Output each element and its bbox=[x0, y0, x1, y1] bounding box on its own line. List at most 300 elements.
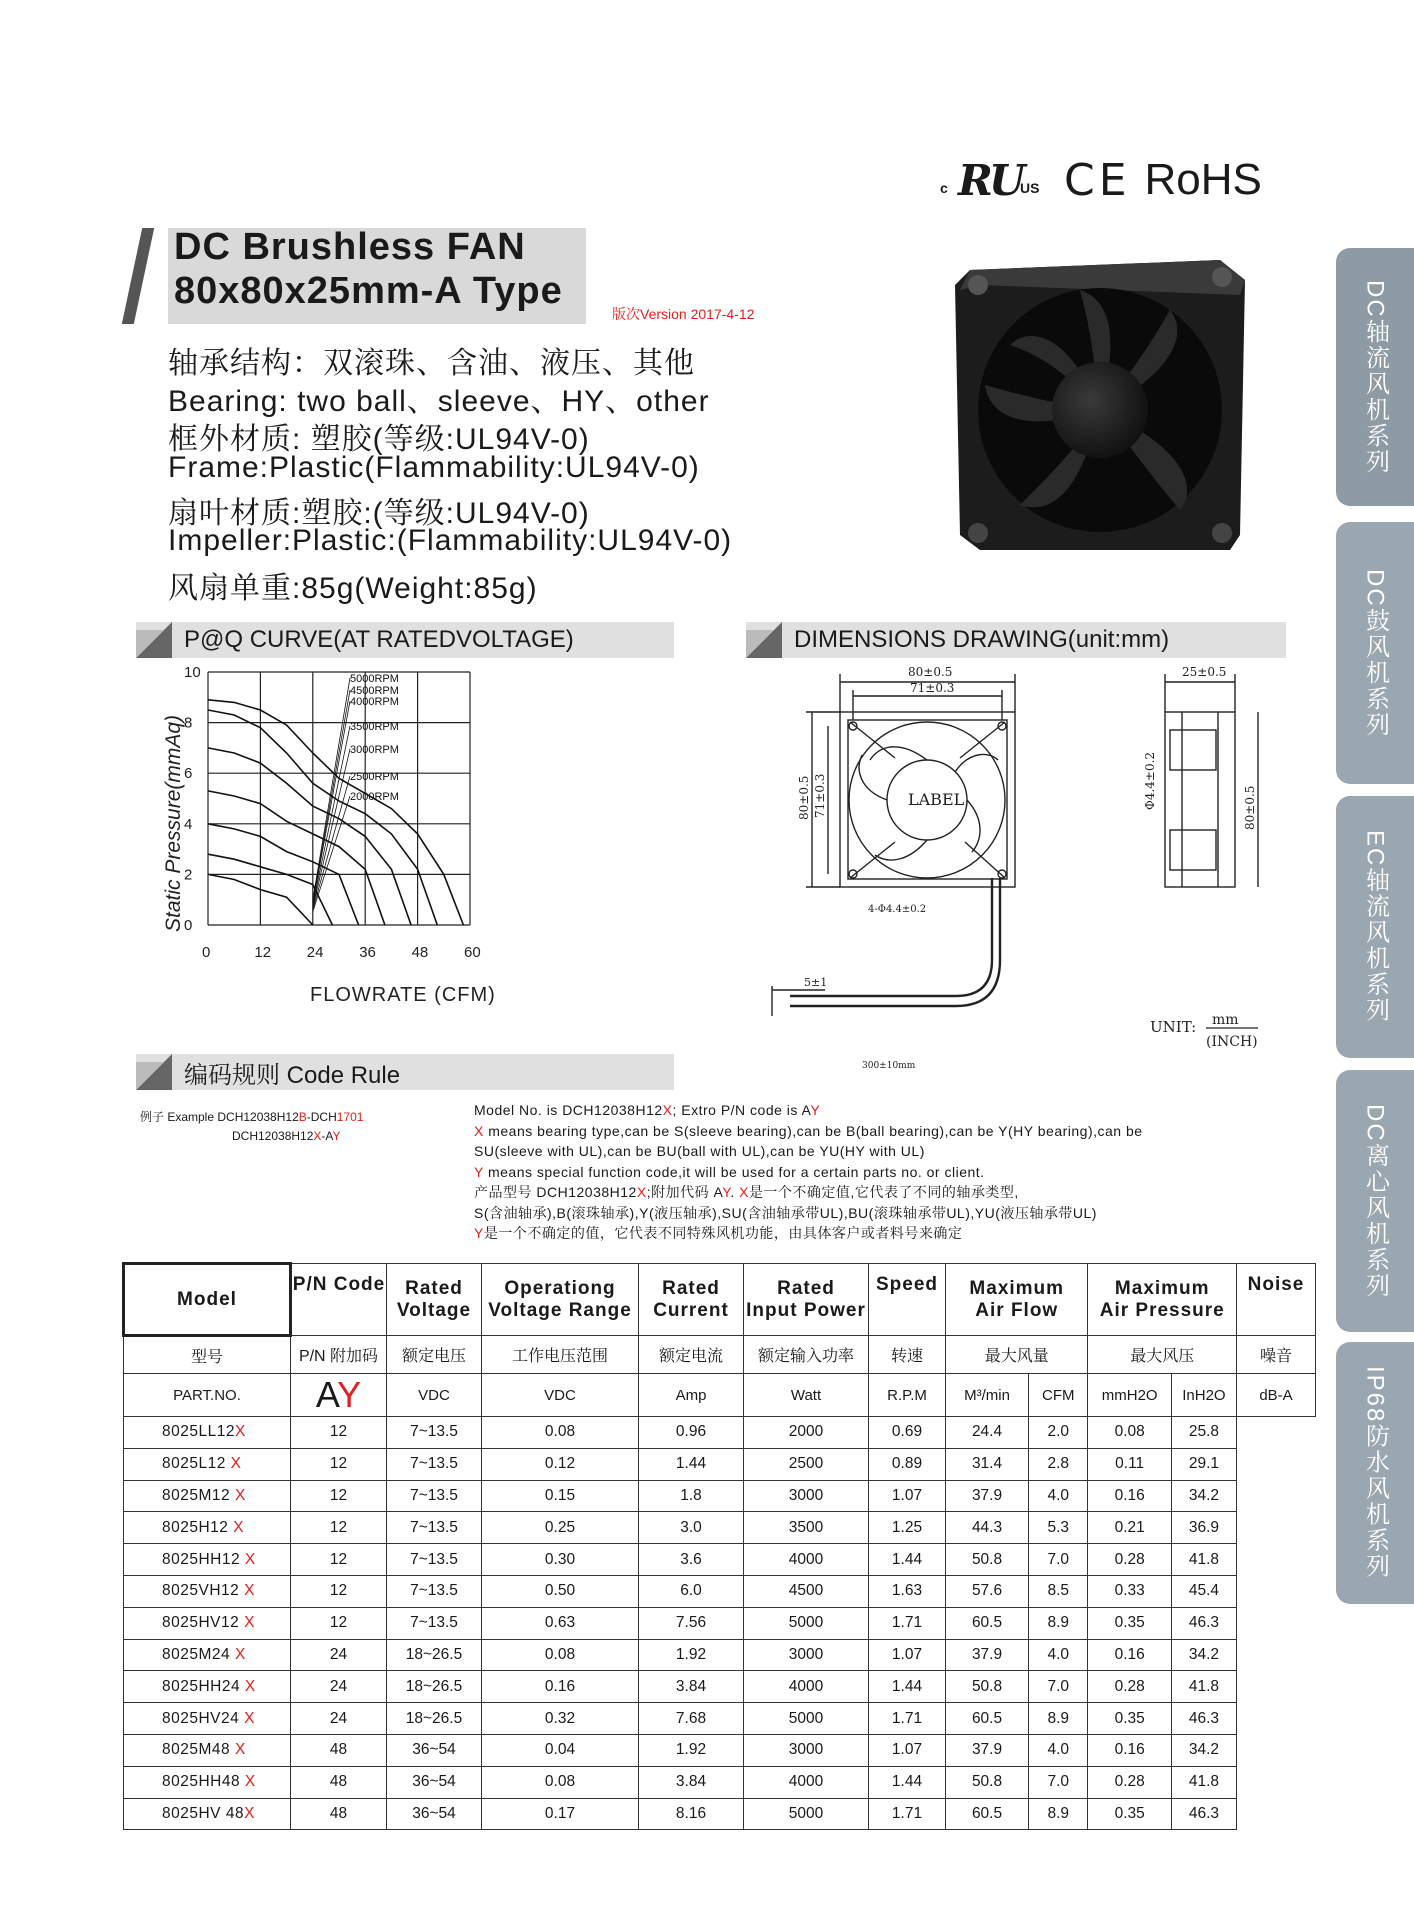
cell-range: 7~13.5 bbox=[387, 1575, 482, 1607]
th-rp2: Input Power bbox=[746, 1299, 866, 1321]
cell-db: 41.8 bbox=[1171, 1766, 1236, 1798]
section-dims-title: DIMENSIONS DRAWING(unit:mm) bbox=[794, 626, 1170, 653]
cell-cfm: 37.9 bbox=[946, 1480, 1029, 1512]
example2-prefix: DCH12038H12 bbox=[232, 1129, 314, 1143]
cell-m3: 1.71 bbox=[869, 1703, 946, 1735]
series-label: 3500RPM bbox=[350, 721, 399, 733]
series-label: 4000RPM bbox=[350, 696, 399, 708]
cell-amp: 0.12 bbox=[482, 1448, 639, 1480]
table-row bbox=[124, 1703, 1316, 1735]
pn-code-y: Y bbox=[337, 1374, 362, 1415]
code-rule-note-line bbox=[474, 1203, 1354, 1224]
cell-range: 18~26.5 bbox=[387, 1703, 482, 1735]
cell-model bbox=[124, 1798, 291, 1830]
cell-range: 7~13.5 bbox=[387, 1417, 482, 1449]
cn-speed: 转速 bbox=[869, 1336, 946, 1374]
cell-v: 12 bbox=[291, 1480, 387, 1512]
cell-watt: 3.84 bbox=[639, 1766, 744, 1798]
series-pointer bbox=[313, 701, 350, 904]
dim-wire-strip: 5±1 bbox=[804, 976, 828, 989]
rohs-mark: RoHS bbox=[1144, 155, 1262, 204]
cell-amp: 0.04 bbox=[482, 1734, 639, 1766]
cell-v: 12 bbox=[291, 1417, 387, 1449]
note-fragment: S(含油轴承),B(滚珠轴承),Y(液压轴承),SU(含油轴承带UL),BU(滚珠轴承带UL),YU(液压轴承带UL) bbox=[474, 1204, 1097, 1221]
cell-amp: 0.17 bbox=[482, 1798, 639, 1830]
unit-watt: Watt bbox=[744, 1374, 869, 1417]
cell-v: 24 bbox=[291, 1703, 387, 1735]
cell-amp: 0.50 bbox=[482, 1575, 639, 1607]
note-fragment: SU(sleeve with UL),can be BU(ball with UL),can be YU(HY with UL) bbox=[474, 1143, 925, 1159]
series-label: 3000RPM bbox=[350, 744, 399, 756]
page-title-line1: DC Brushless FAN bbox=[174, 226, 526, 268]
series-line-4500RPM bbox=[208, 710, 437, 925]
cell-db: 36.9 bbox=[1171, 1512, 1236, 1544]
table-row bbox=[124, 1575, 1316, 1607]
x-tick-label: 60 bbox=[464, 944, 481, 961]
pq-curve-chart bbox=[150, 660, 610, 1020]
model-x-marker: X bbox=[244, 1677, 256, 1695]
model-text: 8025M24 bbox=[162, 1645, 235, 1663]
note-fragment: 产品型号 DCH12038H12 bbox=[474, 1184, 637, 1200]
version-text: 版次Version 2017-4-12 bbox=[612, 306, 755, 322]
cell-mm: 2.0 bbox=[1029, 1417, 1088, 1449]
th-op1: Operationg bbox=[504, 1277, 616, 1299]
section-marker-icon bbox=[136, 622, 172, 658]
fan-label-text: LABEL bbox=[908, 790, 965, 809]
th-rp1: Rated bbox=[777, 1277, 835, 1299]
code-rule-notes bbox=[474, 1100, 1354, 1244]
cell-db: 46.3 bbox=[1171, 1607, 1236, 1639]
cell-mm: 2.8 bbox=[1029, 1448, 1088, 1480]
unit-mmh2o: mmH2O bbox=[1088, 1374, 1171, 1417]
cell-in: 0.08 bbox=[1088, 1417, 1171, 1449]
model-text: 8025L12 bbox=[162, 1455, 231, 1473]
example-mid: -DCH bbox=[306, 1110, 337, 1124]
note-fragment: X bbox=[636, 1184, 647, 1200]
note-fragment: means special function code,it will be used for a certain parts no. or client. bbox=[483, 1163, 985, 1180]
model-x-marker: X bbox=[244, 1773, 256, 1791]
unit-dba: dB-A bbox=[1237, 1374, 1316, 1417]
series-label: 2500RPM bbox=[350, 771, 399, 783]
unit-prefix: UNIT: bbox=[1150, 1018, 1197, 1036]
cn-rp: 额定输入功率 bbox=[744, 1336, 869, 1374]
model-text: 8025H12 bbox=[162, 1518, 234, 1536]
dim-wire-length: 300±10mm bbox=[862, 1061, 916, 1071]
cell-mm: 7.0 bbox=[1029, 1766, 1088, 1798]
series-line-2500RPM bbox=[208, 854, 332, 925]
model-text: 8025VH12 bbox=[162, 1582, 245, 1600]
cell-in: 0.16 bbox=[1088, 1734, 1171, 1766]
section-pq-title: P@Q CURVE(AT RATEDVOLTAGE) bbox=[184, 626, 574, 653]
cell-m3: 1.71 bbox=[869, 1798, 946, 1830]
cell-v: 48 bbox=[291, 1734, 387, 1766]
th-rc1: Rated bbox=[662, 1277, 720, 1299]
cell-rpm: 4000 bbox=[744, 1671, 869, 1703]
cell-in: 0.35 bbox=[1088, 1703, 1171, 1735]
series-pointer bbox=[313, 726, 350, 906]
table-cn-row bbox=[124, 1336, 1316, 1374]
spec-bearing-en: Bearing: two ball、sleeve、HY、other bbox=[168, 385, 710, 418]
cell-rpm: 4500 bbox=[744, 1575, 869, 1607]
cell-rpm: 3500 bbox=[744, 1512, 869, 1544]
series-label: 2000RPM bbox=[350, 791, 399, 803]
note-fragment: 是一个不确定值,它代表了不同的轴承类型, bbox=[748, 1184, 1019, 1200]
section-marker-icon bbox=[746, 622, 782, 658]
section-code-title: 编码规则 Code Rule bbox=[184, 1061, 401, 1089]
th-rc2: Current bbox=[653, 1299, 729, 1321]
cell-amp: 0.08 bbox=[482, 1766, 639, 1798]
th-speed: Speed bbox=[869, 1264, 946, 1336]
code-example-1 bbox=[140, 1108, 363, 1125]
model-x-marker: X bbox=[244, 1582, 255, 1600]
note-fragment: X bbox=[474, 1122, 484, 1139]
cell-model bbox=[124, 1544, 291, 1576]
cell-v: 48 bbox=[291, 1766, 387, 1798]
note-fragment: Y bbox=[474, 1225, 484, 1241]
model-text: 8025HH48 bbox=[162, 1773, 245, 1791]
note-fragment: 是一个不确定的值，它代表不同特殊风机功能，由具体客户或者料号来确定 bbox=[483, 1225, 963, 1241]
cn-rc: 额定电流 bbox=[639, 1336, 744, 1374]
cell-cfm: 60.5 bbox=[946, 1607, 1029, 1639]
cell-in: 0.16 bbox=[1088, 1480, 1171, 1512]
cell-mm: 4.0 bbox=[1029, 1734, 1088, 1766]
cell-model bbox=[124, 1671, 291, 1703]
unit-inh2o: InH2O bbox=[1171, 1374, 1236, 1417]
cell-amp: 0.15 bbox=[482, 1480, 639, 1512]
cell-amp: 0.32 bbox=[482, 1703, 639, 1735]
cell-watt: 8.16 bbox=[639, 1798, 744, 1830]
y-tick-label: 10 bbox=[184, 664, 201, 681]
cell-in: 0.21 bbox=[1088, 1512, 1171, 1544]
table-unit-row bbox=[124, 1374, 1316, 1417]
cell-watt: 1.44 bbox=[639, 1448, 744, 1480]
table-row bbox=[124, 1766, 1316, 1798]
cell-db: 41.8 bbox=[1171, 1544, 1236, 1576]
cell-model bbox=[124, 1703, 291, 1735]
cell-watt: 1.8 bbox=[639, 1480, 744, 1512]
note-fragment: Y bbox=[474, 1163, 484, 1180]
cell-amp: 0.25 bbox=[482, 1512, 639, 1544]
spec-frame-en: Frame:Plastic(Flammability:UL94V-0) bbox=[168, 451, 700, 484]
cell-v: 12 bbox=[291, 1575, 387, 1607]
spec-bearing-cn: 轴承结构：双滚珠、含油、液压、其他 bbox=[168, 347, 695, 380]
cell-mm: 8.9 bbox=[1029, 1798, 1088, 1830]
example-b: B bbox=[298, 1110, 307, 1124]
cell-m3: 1.63 bbox=[869, 1575, 946, 1607]
cell-model bbox=[124, 1480, 291, 1512]
model-x-marker: X bbox=[244, 1550, 256, 1568]
cell-m3: 0.89 bbox=[869, 1448, 946, 1480]
model-x-marker: X bbox=[233, 1518, 245, 1536]
table-row bbox=[124, 1544, 1316, 1576]
spec-impeller-cn: 扇叶材质:塑胶:(等级:UL94V-0) bbox=[168, 497, 590, 530]
cell-watt: 0.96 bbox=[639, 1417, 744, 1449]
series-pointer bbox=[313, 678, 350, 900]
table-row bbox=[124, 1734, 1316, 1766]
unit-amp: Amp bbox=[639, 1374, 744, 1417]
model-text: 8025HV24 bbox=[162, 1709, 245, 1727]
dim-holes: 4-Φ4.4±0.2 bbox=[868, 904, 927, 915]
th-af1: Maximum bbox=[969, 1277, 1065, 1299]
code-rule-note-line bbox=[474, 1141, 1354, 1162]
th-air-pressure bbox=[1088, 1264, 1237, 1336]
cell-rpm: 2500 bbox=[744, 1448, 869, 1480]
cn-pn: P/N 附加码 bbox=[291, 1336, 387, 1374]
x-tick-label: 12 bbox=[254, 944, 272, 961]
cell-model bbox=[124, 1575, 291, 1607]
dim-width-inner: 71±0.3 bbox=[910, 681, 955, 695]
table-row bbox=[124, 1798, 1316, 1830]
cell-watt: 3.0 bbox=[639, 1512, 744, 1544]
th-ap2: Air Pressure bbox=[1099, 1299, 1225, 1321]
cell-cfm: 60.5 bbox=[946, 1703, 1029, 1735]
title-accent-bar bbox=[122, 228, 154, 324]
dim-height-outer: 80±0.5 bbox=[797, 775, 811, 820]
cell-in: 0.28 bbox=[1088, 1544, 1171, 1576]
cell-m3: 1.44 bbox=[869, 1766, 946, 1798]
cell-range: 36~54 bbox=[387, 1734, 482, 1766]
cell-cfm: 24.4 bbox=[946, 1417, 1029, 1449]
cell-watt: 7.56 bbox=[639, 1607, 744, 1639]
cell-mm: 4.0 bbox=[1029, 1639, 1088, 1671]
series-label: 5000RPM bbox=[350, 673, 399, 685]
note-fragment: . bbox=[730, 1184, 740, 1200]
cell-watt: 6.0 bbox=[639, 1575, 744, 1607]
cell-range: 18~26.5 bbox=[387, 1671, 482, 1703]
cell-amp: 0.30 bbox=[482, 1544, 639, 1576]
cell-amp: 0.63 bbox=[482, 1607, 639, 1639]
cell-in: 0.28 bbox=[1088, 1671, 1171, 1703]
cell-rpm: 2000 bbox=[744, 1417, 869, 1449]
model-x-marker: X bbox=[234, 1645, 246, 1663]
model-text: 8025M48 bbox=[162, 1741, 235, 1759]
th-rated-current bbox=[639, 1264, 744, 1336]
cell-v: 12 bbox=[291, 1448, 387, 1480]
unit-vdc: VDC bbox=[387, 1374, 482, 1417]
model-x-marker: X bbox=[234, 1486, 246, 1504]
cell-rpm: 5000 bbox=[744, 1703, 869, 1735]
cell-db: 45.4 bbox=[1171, 1575, 1236, 1607]
cn-rv: 额定电压 bbox=[387, 1336, 482, 1374]
cell-v: 48 bbox=[291, 1798, 387, 1830]
cell-model bbox=[124, 1512, 291, 1544]
th-model: Model bbox=[124, 1264, 291, 1336]
cell-range: 7~13.5 bbox=[387, 1607, 482, 1639]
cell-model bbox=[124, 1448, 291, 1480]
side-view-outline bbox=[1165, 712, 1235, 887]
th-rv2: Voltage bbox=[396, 1299, 472, 1321]
x-tick-label: 24 bbox=[306, 944, 324, 961]
cell-v: 24 bbox=[291, 1671, 387, 1703]
section-dimensions bbox=[746, 622, 1286, 658]
ul-c-text: c bbox=[940, 180, 948, 196]
cell-in: 0.11 bbox=[1088, 1448, 1171, 1480]
cell-cfm: 50.8 bbox=[946, 1544, 1029, 1576]
section-code-rule bbox=[136, 1054, 674, 1090]
cell-range: 7~13.5 bbox=[387, 1512, 482, 1544]
y-tick-label: 6 bbox=[184, 765, 193, 783]
cell-model bbox=[124, 1417, 291, 1449]
model-text: 8025HH24 bbox=[162, 1677, 245, 1695]
cell-amp: 0.08 bbox=[482, 1417, 639, 1449]
x-tick-label: 48 bbox=[411, 944, 429, 961]
cell-range: 18~26.5 bbox=[387, 1639, 482, 1671]
cell-mm: 8.9 bbox=[1029, 1607, 1088, 1639]
y-tick-label: 0 bbox=[184, 917, 193, 934]
cell-in: 0.16 bbox=[1088, 1639, 1171, 1671]
cell-in: 0.33 bbox=[1088, 1575, 1171, 1607]
y-axis-label: Static Pressure(mmAq) bbox=[162, 714, 185, 932]
code-rule-note-line bbox=[474, 1100, 1354, 1121]
cell-cfm: 60.5 bbox=[946, 1798, 1029, 1830]
cell-amp: 0.16 bbox=[482, 1671, 639, 1703]
cell-m3: 1.07 bbox=[869, 1734, 946, 1766]
cell-m3: 1.07 bbox=[869, 1480, 946, 1512]
model-x-marker: X bbox=[244, 1614, 255, 1632]
th-noise: Noise bbox=[1237, 1264, 1316, 1336]
ce-mark: CE bbox=[1064, 154, 1131, 206]
example2-x: X bbox=[313, 1129, 322, 1143]
cell-v: 24 bbox=[291, 1639, 387, 1671]
tab-dc-blower[interactable]: DC鼓风机系列 bbox=[1336, 522, 1414, 784]
spec-impeller-en: Impeller:Plastic:(Flammability:UL94V-0) bbox=[168, 524, 733, 557]
th-rated-power bbox=[744, 1264, 869, 1336]
code-rule-note-line bbox=[474, 1182, 1354, 1203]
unit-cfm: CFM bbox=[1029, 1374, 1088, 1417]
tab-ip68[interactable]: IP68防水风机系列 bbox=[1336, 1342, 1414, 1604]
cell-mm: 7.0 bbox=[1029, 1671, 1088, 1703]
example2-y: Y bbox=[332, 1129, 341, 1143]
note-fragment: X bbox=[662, 1102, 673, 1118]
tab-dc-axial[interactable]: DC轴流风机系列 bbox=[1336, 248, 1414, 506]
cell-cfm: 50.8 bbox=[946, 1671, 1029, 1703]
cell-mm: 4.0 bbox=[1029, 1480, 1088, 1512]
cell-db: 29.1 bbox=[1171, 1448, 1236, 1480]
th-op2: Voltage Range bbox=[488, 1299, 632, 1321]
unit-mm: mm bbox=[1212, 1012, 1239, 1028]
cell-m3: 1.07 bbox=[869, 1639, 946, 1671]
example-prefix: 例子 Example DCH12038H12 bbox=[140, 1110, 299, 1124]
x-tick-label: 0 bbox=[202, 944, 211, 961]
table-row bbox=[124, 1448, 1316, 1480]
cell-v: 12 bbox=[291, 1607, 387, 1639]
cell-db: 41.8 bbox=[1171, 1671, 1236, 1703]
note-fragment: means bearing type,can be S(sleeve bearing),can be B(ball bearing),can be Y(HY bearing),can be bbox=[483, 1122, 1143, 1139]
table-row bbox=[124, 1639, 1316, 1671]
code-rule-note-line bbox=[474, 1121, 1354, 1142]
cell-db: 25.8 bbox=[1171, 1417, 1236, 1449]
y-tick-label: 2 bbox=[184, 866, 193, 884]
th-pn-code: P/N Code bbox=[291, 1264, 387, 1336]
cell-in: 0.35 bbox=[1088, 1798, 1171, 1830]
th-air-flow bbox=[946, 1264, 1088, 1336]
cell-cfm: 31.4 bbox=[946, 1448, 1029, 1480]
cell-rpm: 5000 bbox=[744, 1607, 869, 1639]
series-pointer bbox=[313, 796, 350, 912]
ul-mark: RU bbox=[958, 156, 1022, 205]
th-operating-range bbox=[482, 1264, 639, 1336]
cell-rpm: 3000 bbox=[744, 1480, 869, 1512]
cn-noise: 噪音 bbox=[1237, 1336, 1316, 1374]
cell-watt: 1.92 bbox=[639, 1639, 744, 1671]
cell-watt: 3.84 bbox=[639, 1671, 744, 1703]
cn-af: 最大风量 bbox=[946, 1336, 1088, 1374]
cell-mm: 5.3 bbox=[1029, 1512, 1088, 1544]
section-pq-curve bbox=[136, 622, 674, 658]
ul-us-text: US bbox=[1020, 180, 1040, 196]
model-x-marker: X bbox=[234, 1423, 246, 1441]
spec-frame-cn: 框外材质: 塑胶(等级:UL94V-0) bbox=[168, 423, 590, 456]
fan-product-image bbox=[950, 255, 1250, 555]
tab-dc-centrifugal[interactable]: DC离心风机系列 bbox=[1336, 1070, 1414, 1332]
cell-db: 34.2 bbox=[1171, 1480, 1236, 1512]
x-axis-label: FLOWRATE (CFM) bbox=[310, 984, 496, 1006]
cell-db: 46.3 bbox=[1171, 1703, 1236, 1735]
example-1701: 1701 bbox=[336, 1110, 364, 1124]
cell-cfm: 50.8 bbox=[946, 1766, 1029, 1798]
cell-rpm: 4000 bbox=[744, 1766, 869, 1798]
dim-hole-diameter: Φ4.4±0.2 bbox=[1143, 751, 1157, 810]
tab-ec-axial[interactable]: EC轴流风机系列 bbox=[1336, 796, 1414, 1058]
model-x-marker: X bbox=[244, 1804, 255, 1822]
dimensions-drawing bbox=[750, 660, 1330, 1080]
cell-db: 34.2 bbox=[1171, 1639, 1236, 1671]
unit-vdc-range: VDC bbox=[482, 1374, 639, 1417]
ul-logo bbox=[940, 150, 1050, 210]
cell-cfm: 44.3 bbox=[946, 1512, 1029, 1544]
unit-m3: M³/min bbox=[946, 1374, 1029, 1417]
cell-range: 36~54 bbox=[387, 1798, 482, 1830]
dim-depth: 25±0.5 bbox=[1182, 665, 1227, 679]
cell-range: 7~13.5 bbox=[387, 1448, 482, 1480]
table-row bbox=[124, 1417, 1316, 1449]
model-text: 8025HV 48 bbox=[162, 1804, 245, 1822]
cell-watt: 3.6 bbox=[639, 1544, 744, 1576]
model-text: 8025M12 bbox=[162, 1486, 235, 1504]
cell-mm: 7.0 bbox=[1029, 1544, 1088, 1576]
dim-width-outer: 80±0.5 bbox=[908, 665, 953, 679]
y-tick-label: 8 bbox=[184, 714, 193, 732]
cell-m3: 0.69 bbox=[869, 1417, 946, 1449]
cell-model bbox=[124, 1639, 291, 1671]
table-row bbox=[124, 1671, 1316, 1703]
th-rated-voltage bbox=[387, 1264, 482, 1336]
spec-table bbox=[122, 1262, 1316, 1830]
th-ap1: Maximum bbox=[1114, 1277, 1210, 1299]
th-af2: Air Flow bbox=[975, 1299, 1059, 1321]
model-x-marker: X bbox=[234, 1741, 246, 1759]
cell-v: 12 bbox=[291, 1512, 387, 1544]
note-fragment: Y bbox=[722, 1184, 731, 1200]
table-row bbox=[124, 1480, 1316, 1512]
model-x-marker: X bbox=[244, 1709, 255, 1727]
cell-amp: 0.08 bbox=[482, 1639, 639, 1671]
note-fragment: Y bbox=[810, 1102, 821, 1118]
note-fragment: Model No. is DCH12038H12 bbox=[474, 1102, 663, 1118]
cell-db: 46.3 bbox=[1171, 1798, 1236, 1830]
x-tick-label: 36 bbox=[359, 944, 376, 961]
cell-db: 34.2 bbox=[1171, 1734, 1236, 1766]
model-x-marker: X bbox=[230, 1455, 242, 1473]
model-text: 8025LL12 bbox=[162, 1423, 235, 1441]
cell-cfm: 57.6 bbox=[946, 1575, 1029, 1607]
note-fragment: ; Extro P/N code is A bbox=[672, 1102, 811, 1118]
cell-rpm: 3000 bbox=[744, 1639, 869, 1671]
example2-dash: -A bbox=[321, 1129, 333, 1143]
cell-model bbox=[124, 1766, 291, 1798]
cell-m3: 1.25 bbox=[869, 1512, 946, 1544]
th-rv1: Rated bbox=[405, 1277, 463, 1299]
